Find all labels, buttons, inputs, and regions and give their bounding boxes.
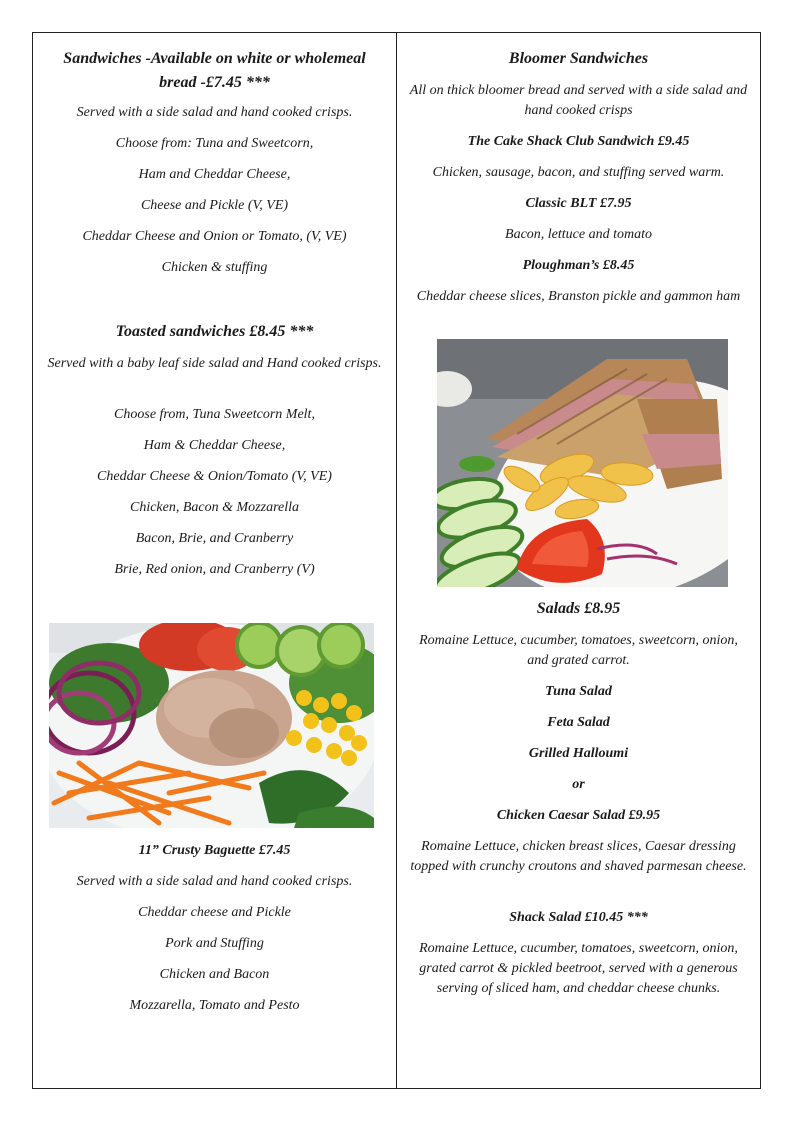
salads-description: Romaine Lettuce, cucumber, tomatoes, sweetcorn, onion, and grated carrot. xyxy=(419,633,738,668)
sandwich-item: Cheddar Cheese and Onion or Tomato, (V, VE) xyxy=(82,229,347,244)
shack-salad-name: Shack Salad £10.45 *** xyxy=(509,910,648,925)
toasted-sandwich-photo xyxy=(437,339,728,587)
bloomer-item-name: Ploughman’s £8.45 xyxy=(522,258,635,273)
menu-table xyxy=(32,32,761,1089)
sandwich-item: Cheese and Pickle (V, VE) xyxy=(140,198,289,213)
sandwich-item: Chicken & stuffing xyxy=(161,260,268,275)
bloomer-item-name: Classic BLT £7.95 xyxy=(525,196,632,211)
toasted-item: Bacon, Brie, and Cranberry xyxy=(135,531,294,546)
salads-title: Salads £8.95 xyxy=(536,600,621,617)
salad-item: Grilled Halloumi xyxy=(528,746,629,761)
salad-item: Tuna Salad xyxy=(545,684,612,699)
caesar-salad-description: Romaine Lettuce, chicken breast slices, Caesar dressing topped with crunchy croutons and shaved parmesan cheese. xyxy=(410,839,747,874)
toasted-description: Served with a baby leaf side salad and Hand cooked crisps. xyxy=(47,356,382,371)
salad-item: Feta Salad xyxy=(547,715,610,730)
bloomer-description: All on thick bloomer bread and served with a side salad and hand cooked crisps xyxy=(409,83,748,118)
toasted-title: Toasted sandwiches £8.45 *** xyxy=(115,323,314,340)
sandwiches-title: Sandwiches -Available on white or wholemeal bread -£7.45 *** xyxy=(63,50,366,91)
right-column xyxy=(397,33,760,1088)
baguette-item: Cheddar cheese and Pickle xyxy=(138,905,291,920)
bloomer-item-desc: Chicken, sausage, bacon, and stuffing served warm. xyxy=(432,165,725,180)
baguette-description: Served with a side salad and hand cooked crisps. xyxy=(76,874,353,889)
bloomer-item-name: The Cake Shack Club Sandwich £9.45 xyxy=(467,134,690,149)
sandwich-item: Choose from: Tuna and Sweetcorn, xyxy=(115,136,314,151)
tuna-salad-photo xyxy=(49,623,374,828)
toasted-item: Choose from, Tuna Sweetcorn Melt, xyxy=(114,407,315,422)
bloomer-item-desc: Cheddar cheese slices, Branston pickle and gammon ham xyxy=(416,289,741,304)
toasted-item: Chicken, Bacon & Mozzarella xyxy=(129,500,299,515)
salad-or: or xyxy=(572,777,585,792)
shack-salad-description: Romaine Lettuce, cucumber, tomatoes, sweetcorn, onion, grated carrot & pickled beetroot, served with a generous serving of sliced ham, and cheddar cheese chunks. xyxy=(419,941,738,996)
left-column xyxy=(33,33,397,1088)
baguette-item: Pork and Stuffing xyxy=(165,936,264,951)
toasted-item: Cheddar Cheese & Onion/Tomato (V, VE) xyxy=(97,469,332,484)
toasted-item: Ham & Cheddar Cheese, xyxy=(143,438,286,453)
bloomer-item-desc: Bacon, lettuce and tomato xyxy=(505,227,652,242)
caesar-salad-name: Chicken Caesar Salad £9.95 xyxy=(496,808,661,823)
baguette-item: Chicken and Bacon xyxy=(159,967,270,982)
baguette-item: Mozzarella, Tomato and Pesto xyxy=(129,998,300,1013)
bloomer-title: Bloomer Sandwiches xyxy=(508,50,649,67)
sandwiches-description: Served with a side salad and hand cooked crisps. xyxy=(76,105,353,120)
sandwich-item: Ham and Cheddar Cheese, xyxy=(138,167,291,182)
baguette-title: 11” Crusty Baguette £7.45 xyxy=(138,843,291,858)
toasted-item: Brie, Red onion, and Cranberry (V) xyxy=(114,562,315,577)
